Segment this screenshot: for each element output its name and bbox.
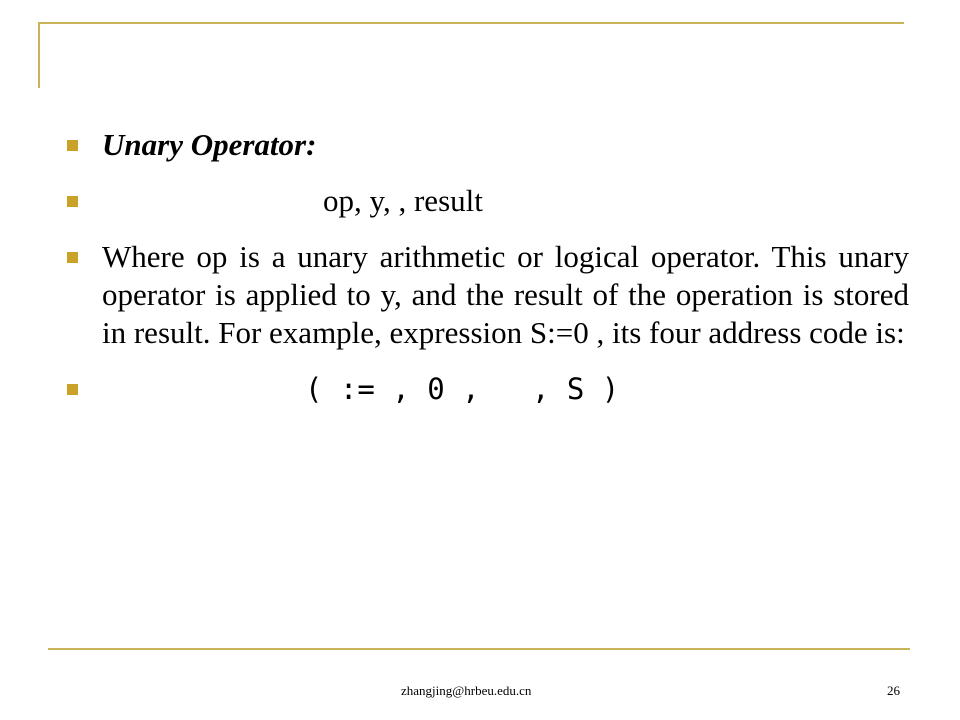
four-address-code-example: ( := , 0 , , S ) [305,372,620,406]
footer-rule [48,648,910,650]
page-number: 26 [887,683,900,698]
square-bullet-icon [67,252,78,263]
bullet-item-example [64,370,914,408]
bullet-item-heading [64,126,914,182]
square-bullet-icon [67,196,78,207]
top-frame-rule [38,22,904,24]
operator-description-paragraph: Where op is a unary arithmetic or logical operator. This unary operator is applied to y, and the result of the operation is stored in result. For example, expression S:=0 , its four address code is: [102,239,909,350]
square-bullet-icon [67,140,78,151]
slide-content [64,126,914,408]
unary-operator-heading: Unary Operator: [102,127,317,162]
square-bullet-icon [67,384,78,395]
left-frame-rule [38,22,40,88]
operand-format-text: op, y, , result [323,183,483,218]
bullet-item-operands [64,182,914,238]
footer-email: zhangjing@hrbeu.edu.cn [401,683,532,698]
bullet-item-description [64,238,914,352]
